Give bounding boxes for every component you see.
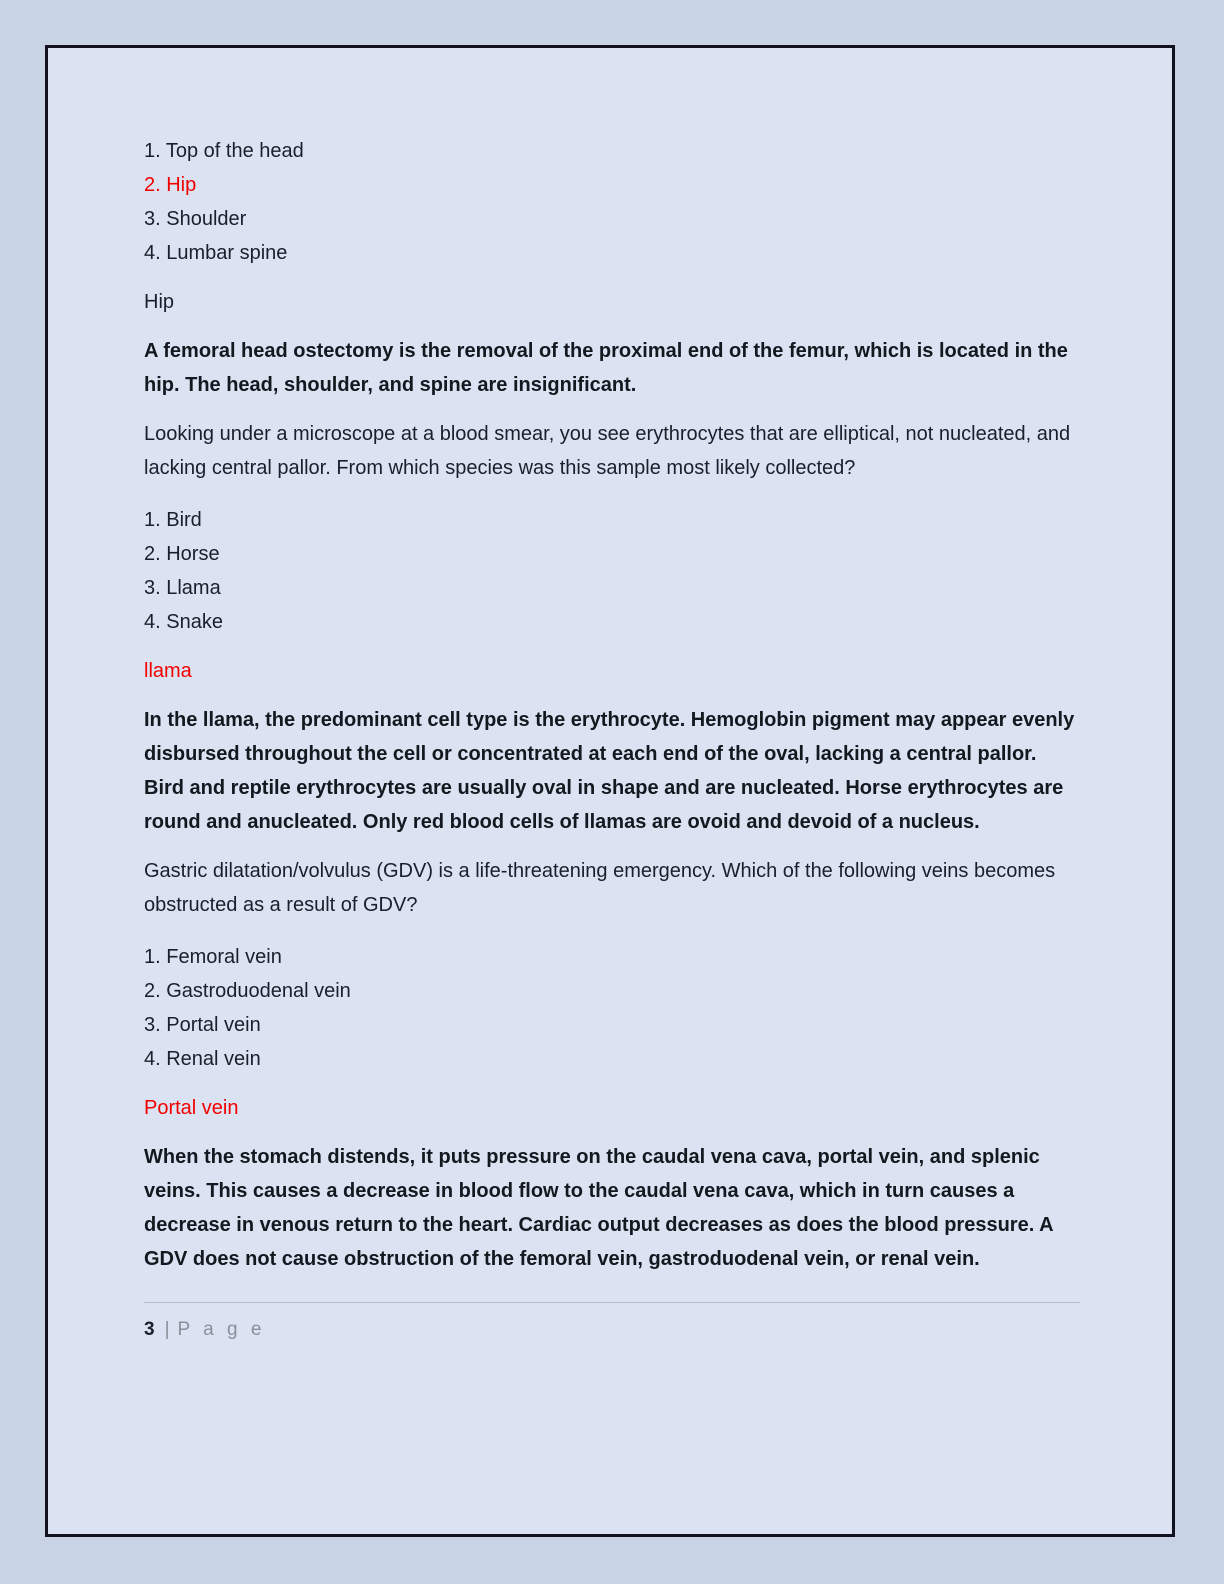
q3-options-list: [144, 940, 1080, 1076]
q2-answer-text: llama: [144, 660, 192, 682]
q2-explanation-text: In the llama, the predominant cell type is the erythrocyte. Hemoglobin pigment may appear evenly disbursed throughout the cell or concentrated at each end of the oval, lacking a central pallor. Bird and reptile erythrocytes are usually oval in shape and are nucleated. Horse erythrocytes are round and anucleated. Only red blood cells of llamas are ovoid and devoid of a nucleus.: [144, 709, 1075, 833]
option-item: 3. Llama: [144, 577, 221, 599]
option-item: 4. Lumbar spine: [144, 242, 288, 264]
option-item: 4. Snake: [144, 611, 223, 633]
q2-options-list: [144, 503, 1080, 639]
q3-answer-text: Portal vein: [144, 1097, 239, 1119]
q1-options-list: [144, 134, 1080, 270]
option-item: 2. Horse: [144, 543, 220, 565]
option-item: 1. Femoral vein: [144, 946, 282, 968]
page-content: [144, 134, 1080, 1347]
option-item: 4. Renal vein: [144, 1048, 261, 1070]
q3-explanation-text: When the stomach distends, it puts pressure on the caudal vena cava, portal vein, and splenic veins. This causes a decrease in blood flow to the caudal vena cava, which in turn causes a decrease in venous return to the heart. Cardiac output decreases as does the blood pressure. A GDV does not cause obstruction of the femoral vein, gastroduodenal vein, or renal vein.: [144, 1146, 1053, 1270]
option-item: 1. Bird: [144, 509, 202, 531]
footer-separator: |: [164, 1319, 170, 1340]
option-item-correct: 2. Hip: [144, 174, 197, 196]
q2-question-text: Looking under a microscope at a blood smear, you see erythrocytes that are elliptical, not nucleated, and lacking central pallor. From which species was this sample most likely collected?: [144, 423, 1071, 479]
option-item: 3. Shoulder: [144, 208, 247, 230]
document-page: [45, 45, 1175, 1537]
option-item: 1. Top of the head: [144, 140, 304, 162]
option-item: 2. Gastroduodenal vein: [144, 980, 351, 1002]
footer-page-label: P a g e: [177, 1319, 266, 1340]
q1-explanation-text: A femoral head ostectomy is the removal of the proximal end of the femur, which is located in the hip. The head, shoulder, and spine are insignificant.: [144, 340, 1068, 396]
page-footer: [144, 1302, 1080, 1347]
page-number: 3: [144, 1319, 155, 1340]
q1-answer-text: Hip: [144, 291, 175, 313]
option-item: 3. Portal vein: [144, 1014, 261, 1036]
q3-question-text: Gastric dilatation/volvulus (GDV) is a life-threatening emergency. Which of the following veins becomes obstructed as a result of GDV?: [144, 860, 1056, 916]
